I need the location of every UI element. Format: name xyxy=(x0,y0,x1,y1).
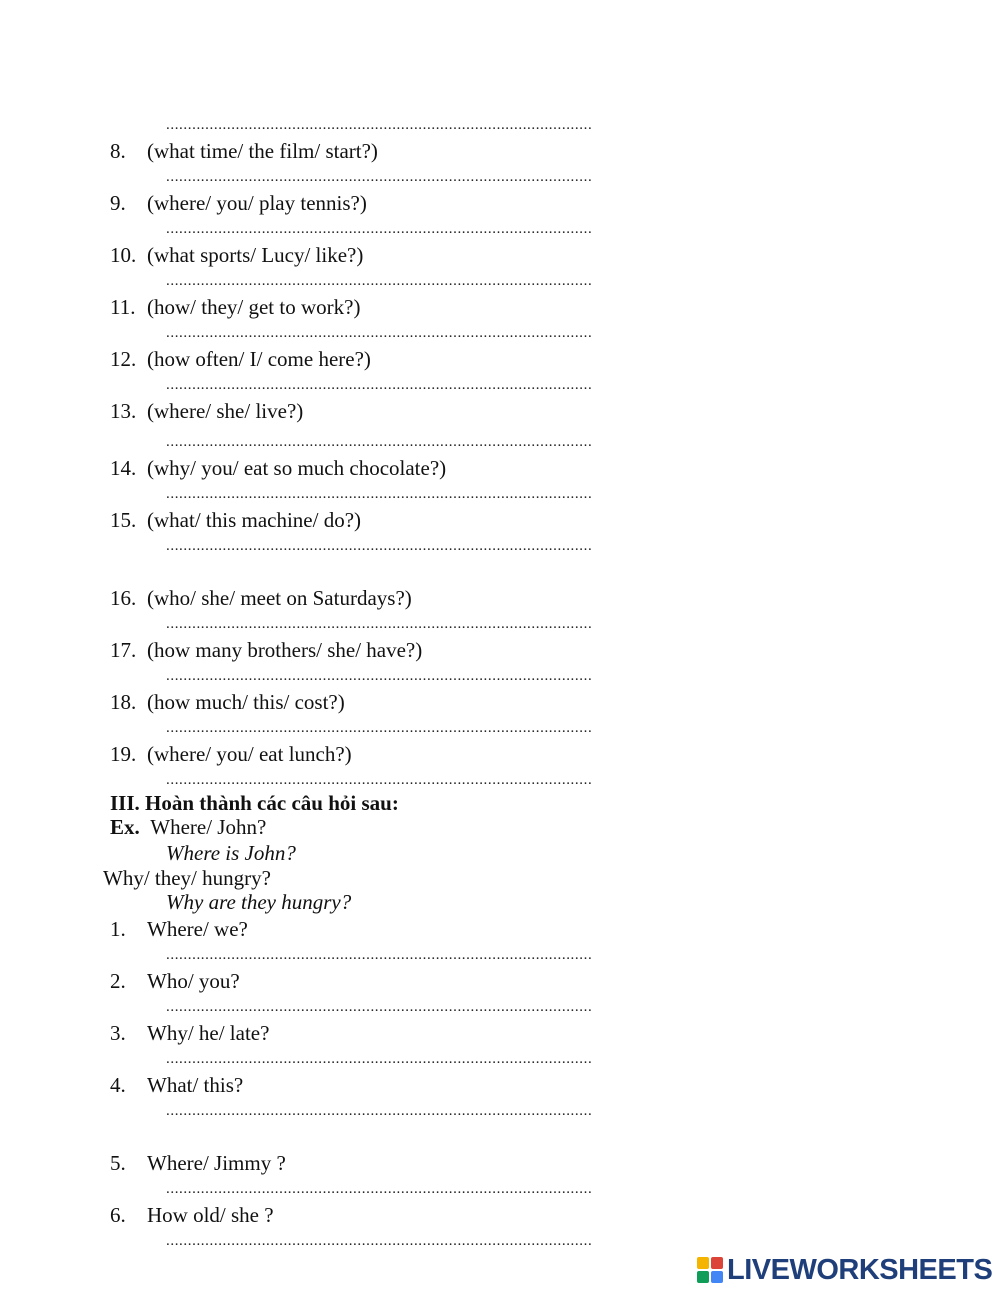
exercise-item-18 xyxy=(110,690,345,714)
exercise-item-9 xyxy=(110,191,367,215)
answer-line[interactable]: .................................................................................................. xyxy=(166,377,593,393)
item-prompt: Where/ we? xyxy=(147,917,248,941)
answer-line[interactable]: .................................................................................................. xyxy=(166,1103,593,1119)
answer-line[interactable]: .................................................................................................. xyxy=(166,1051,593,1067)
exercise-item-13 xyxy=(110,399,303,423)
item-prompt: (what sports/ Lucy/ like?) xyxy=(147,243,364,267)
item-prompt: What/ this? xyxy=(147,1073,244,1097)
item-prompt: (why/ you/ eat so much chocolate?) xyxy=(147,456,447,480)
item-prompt: (how much/ this/ cost?) xyxy=(147,690,345,714)
answer-line[interactable]: .................................................................................................. xyxy=(166,169,593,185)
answer-line[interactable]: .................................................................................................. xyxy=(166,273,593,289)
answer-line[interactable]: .................................................................................................. xyxy=(166,772,593,788)
question-item-5 xyxy=(110,1151,286,1175)
exercise-item-19 xyxy=(110,742,352,766)
section-heading: III. Hoàn thành các câu hỏi sau: xyxy=(110,791,399,815)
question-item-6 xyxy=(110,1203,274,1227)
item-prompt: (where/ you/ eat lunch?) xyxy=(147,742,352,766)
item-number: 2. xyxy=(110,969,126,993)
example-prompt: Why/ they/ hungry? xyxy=(103,866,271,890)
logo-badge-icon xyxy=(697,1257,723,1283)
exercise-item-10 xyxy=(110,243,363,267)
example-label: Ex. xyxy=(110,815,140,839)
question-item-2 xyxy=(110,969,240,993)
item-number: 13. xyxy=(110,399,137,423)
answer-line[interactable]: .................................................................................................. xyxy=(166,221,593,237)
exercise-item-12 xyxy=(110,347,371,371)
item-number: 11. xyxy=(110,295,136,319)
item-prompt: (how/ they/ get to work?) xyxy=(147,295,361,319)
question-item-3 xyxy=(110,1021,269,1045)
answer-line[interactable]: .................................................................................................. xyxy=(166,720,593,736)
item-number: 16. xyxy=(110,586,137,610)
answer-line[interactable]: .................................................................................................. xyxy=(166,434,593,450)
item-prompt: (what time/ the film/ start?) xyxy=(147,139,378,163)
item-number: 15. xyxy=(110,508,137,532)
example-1 xyxy=(110,815,266,839)
example-answer: Why are they hungry? xyxy=(166,890,352,914)
item-number: 10. xyxy=(110,243,137,267)
item-number: 8. xyxy=(110,139,126,163)
answer-line[interactable]: .................................................................................................. xyxy=(166,117,593,133)
item-number: 4. xyxy=(110,1073,126,1097)
answer-line[interactable]: .................................................................................................. xyxy=(166,1181,593,1197)
item-prompt: Where/ Jimmy ? xyxy=(147,1151,286,1175)
exercise-item-16 xyxy=(110,586,412,610)
liveworksheets-logo xyxy=(697,1255,992,1285)
item-prompt: Why/ he/ late? xyxy=(147,1021,270,1045)
item-number: 17. xyxy=(110,638,137,662)
item-prompt: (who/ she/ meet on Saturdays?) xyxy=(147,586,412,610)
item-number: 18. xyxy=(110,690,137,714)
item-prompt: (how often/ I/ come here?) xyxy=(147,347,371,371)
answer-line[interactable]: .................................................................................................. xyxy=(166,1233,593,1249)
exercise-item-8 xyxy=(110,139,378,163)
exercise-item-14 xyxy=(110,456,446,480)
item-number: 19. xyxy=(110,742,137,766)
exercise-item-11 xyxy=(110,295,360,319)
answer-line[interactable]: .................................................................................................. xyxy=(166,486,593,502)
item-number: 1. xyxy=(110,917,126,941)
item-number: 9. xyxy=(110,191,126,215)
item-prompt: How old/ she ? xyxy=(147,1203,274,1227)
item-number: 6. xyxy=(110,1203,126,1227)
answer-line[interactable]: .................................................................................................. xyxy=(166,538,593,554)
item-number: 5. xyxy=(110,1151,126,1175)
example-answer: Where is John? xyxy=(166,841,296,865)
answer-line[interactable]: .................................................................................................. xyxy=(166,999,593,1015)
question-item-1 xyxy=(110,917,248,941)
logo-text: LIVEWORKSHEETS xyxy=(727,1253,993,1286)
item-prompt: (how many brothers/ she/ have?) xyxy=(147,638,423,662)
item-prompt: (what/ this machine/ do?) xyxy=(147,508,362,532)
answer-line[interactable]: .................................................................................................. xyxy=(166,668,593,684)
item-number: 12. xyxy=(110,347,137,371)
exercise-item-15 xyxy=(110,508,361,532)
item-prompt: (where/ she/ live?) xyxy=(147,399,304,423)
item-number: 14. xyxy=(110,456,137,480)
question-item-4 xyxy=(110,1073,243,1097)
example-prompt: Where/ John? xyxy=(150,815,267,839)
item-prompt: Who/ you? xyxy=(147,969,240,993)
exercise-item-17 xyxy=(110,638,422,662)
item-number: 3. xyxy=(110,1021,126,1045)
answer-line[interactable]: .................................................................................................. xyxy=(166,325,593,341)
answer-line[interactable]: .................................................................................................. xyxy=(166,947,593,963)
item-prompt: (where/ you/ play tennis?) xyxy=(147,191,367,215)
answer-line[interactable]: .................................................................................................. xyxy=(166,616,593,632)
